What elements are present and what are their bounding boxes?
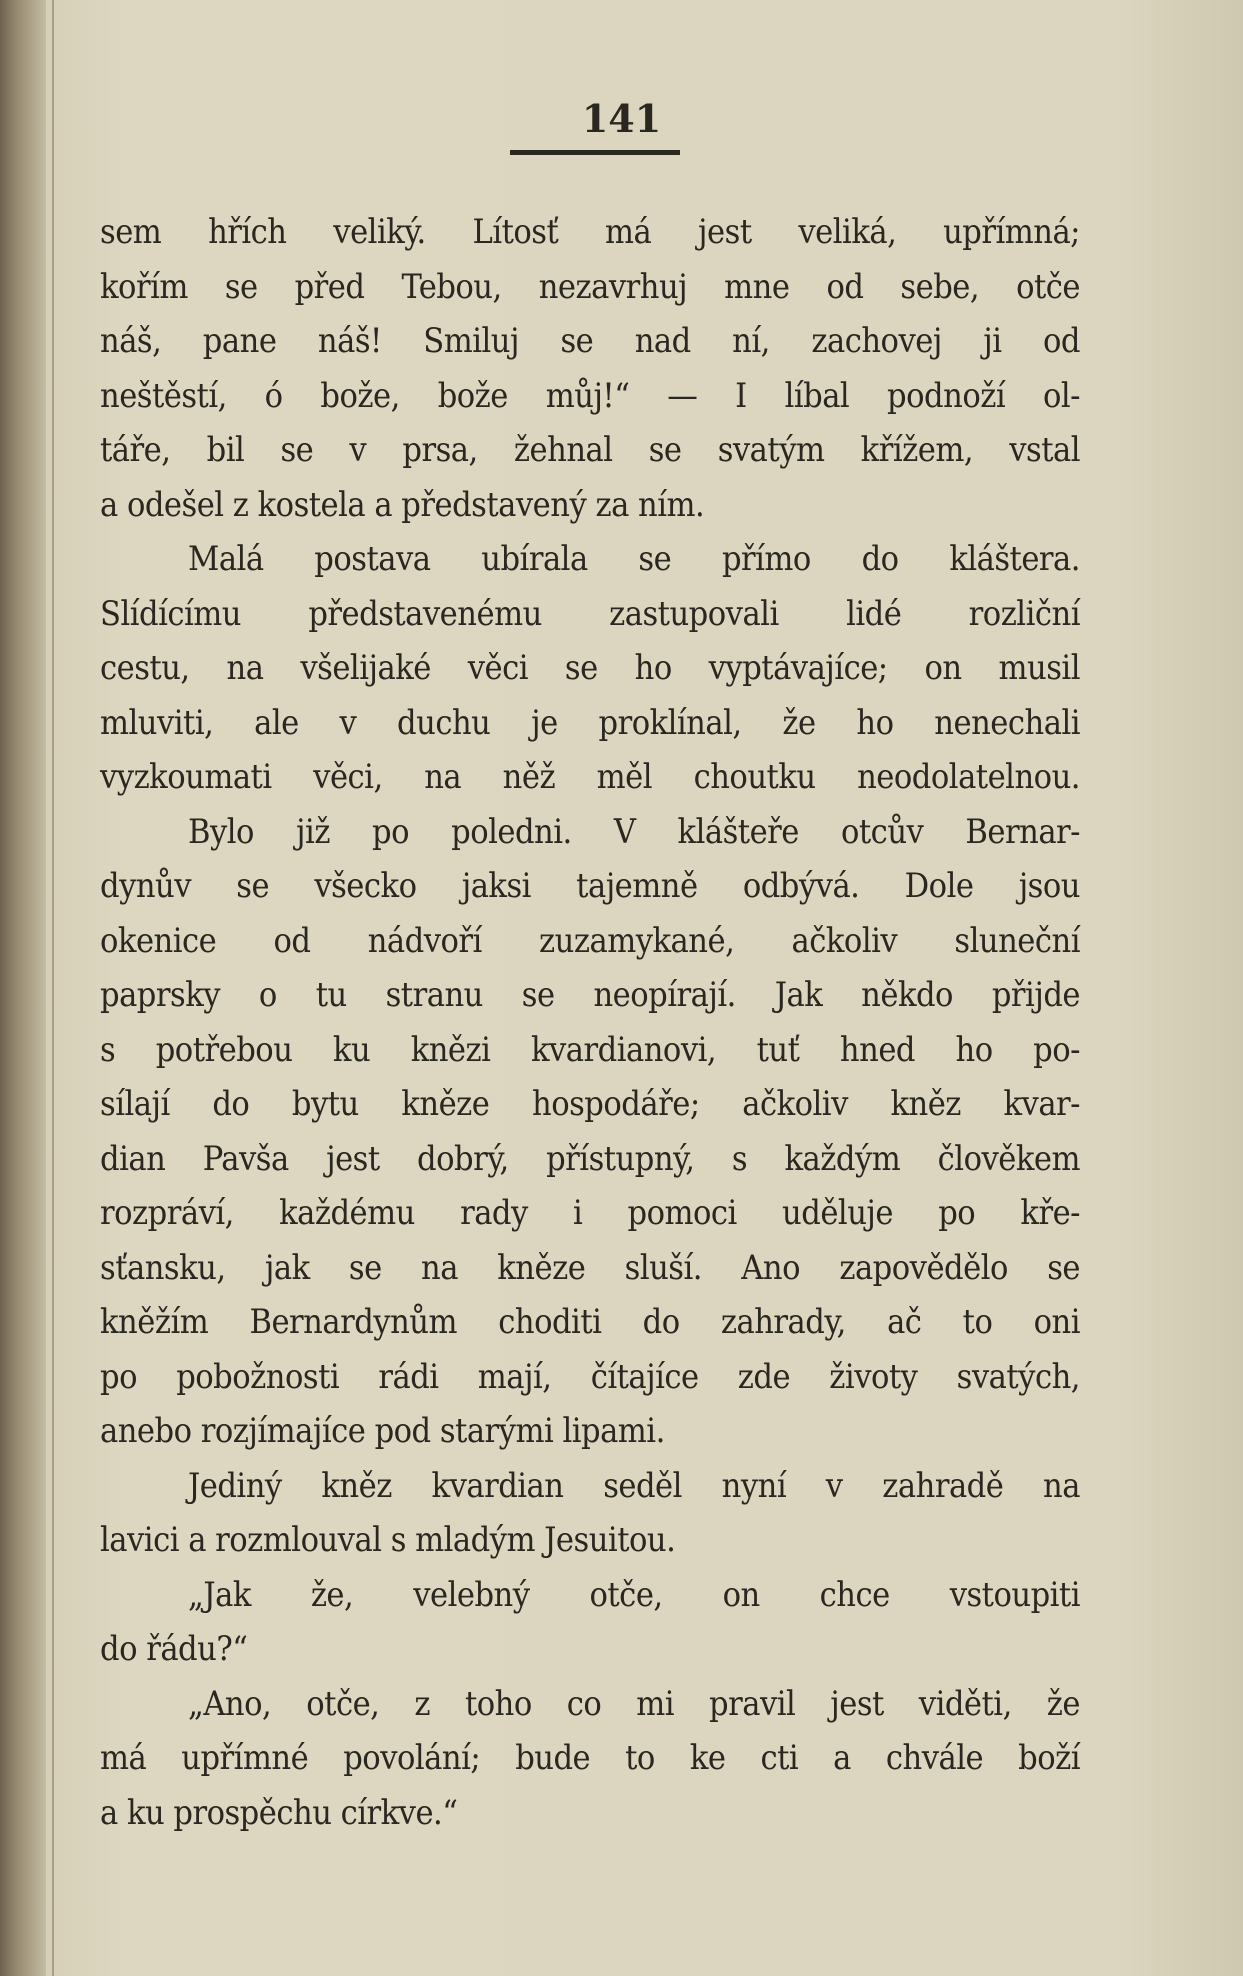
gutter-edge [52,0,54,1976]
text-line: táře, bil se v prsa, žehnal se svatým křížem, vstal [100,430,1080,470]
text-line: lavici a rozmlouval s mladým Jesuitou. [100,1520,676,1560]
text-line: Slídícímu představenému zastupovali lidé rozliční [100,593,1080,634]
text-line: kořím se před Tebou, nezavrhuj mne od sebe, otče [100,266,1080,307]
text-line: náš, pane náš! Smiluj se nad ní, zachovej ji od [100,321,1080,361]
page-number: 141 [581,96,662,141]
text-line: Jediný kněz kvardian seděl nyní v zahradě na [188,1465,1080,1506]
text-line: dian Pavša jest dobrý, přístupný, s každým člověkem [100,1138,1080,1179]
text-line: rozpráví, každému rady i pomoci uděluje po kře- [100,1193,1080,1233]
text-line: má upřímné povolání; bude to ke cti a chvále boží [100,1738,1080,1778]
text-line: mluviti, ale v duchu je proklínal, že ho nenechali [100,702,1080,743]
text-line: paprsky o tu stranu se neopírají. Jak někdo přijde [100,975,1080,1015]
text-line: anebo rozjímajíce pod starými lipami. [100,1411,665,1451]
text-line: neštěstí, ó bože, bože můj!“ — I líbal podnoží ol- [100,375,1080,416]
text-line: Bylo již po poledni. V klášteře otcův Bernar- [188,811,1080,852]
text-line: dynův se všecko jaksi tajemně odbývá. Dole jsou [100,866,1080,906]
text-line: po pobožnosti rádi mají, čítajíce zde životy svatých, [100,1356,1080,1397]
text-line: vyzkoumati věci, na něž měl choutku neodolatelnou. [100,757,1080,797]
text-line: sílají do bytu kněze hospodáře; ačkoliv kněz kvar- [100,1084,1080,1124]
text-line: okenice od nádvoří zuzamykané, ačkoliv sluneční [100,920,1080,961]
text-line: s potřebou ku knězi kvardianovi, tuť hned ho po- [100,1029,1080,1070]
text-line: sťansku, jak se na kněze sluší. Ano zapovědělo se [100,1247,1080,1288]
text-line: do řádu?“ [100,1629,248,1669]
text-line: cestu, na všelijaké věci se ho vyptávajíce; on musil [100,648,1080,688]
text-line: a odešel z kostela a představený za ním. [100,484,705,525]
page-number-rule [510,150,680,155]
text-line: „Jak že, velebný otče, on chce vstoupiti [188,1574,1080,1615]
text-line: „Ano, otče, z toho co mi pravil jest viděti, že [188,1683,1080,1724]
body-text [100,205,1080,1840]
text-line: a ku prospěchu církve.“ [100,1792,458,1833]
text-line: sem hřích veliký. Lítosť má jest veliká, upřímná; [100,212,1080,252]
binding-gutter [0,0,46,1976]
text-line: kněžím Bernardynům choditi do zahrady, ač to oni [100,1302,1080,1342]
text-line: Malá postava ubírala se přímo do kláštera. [188,539,1080,579]
